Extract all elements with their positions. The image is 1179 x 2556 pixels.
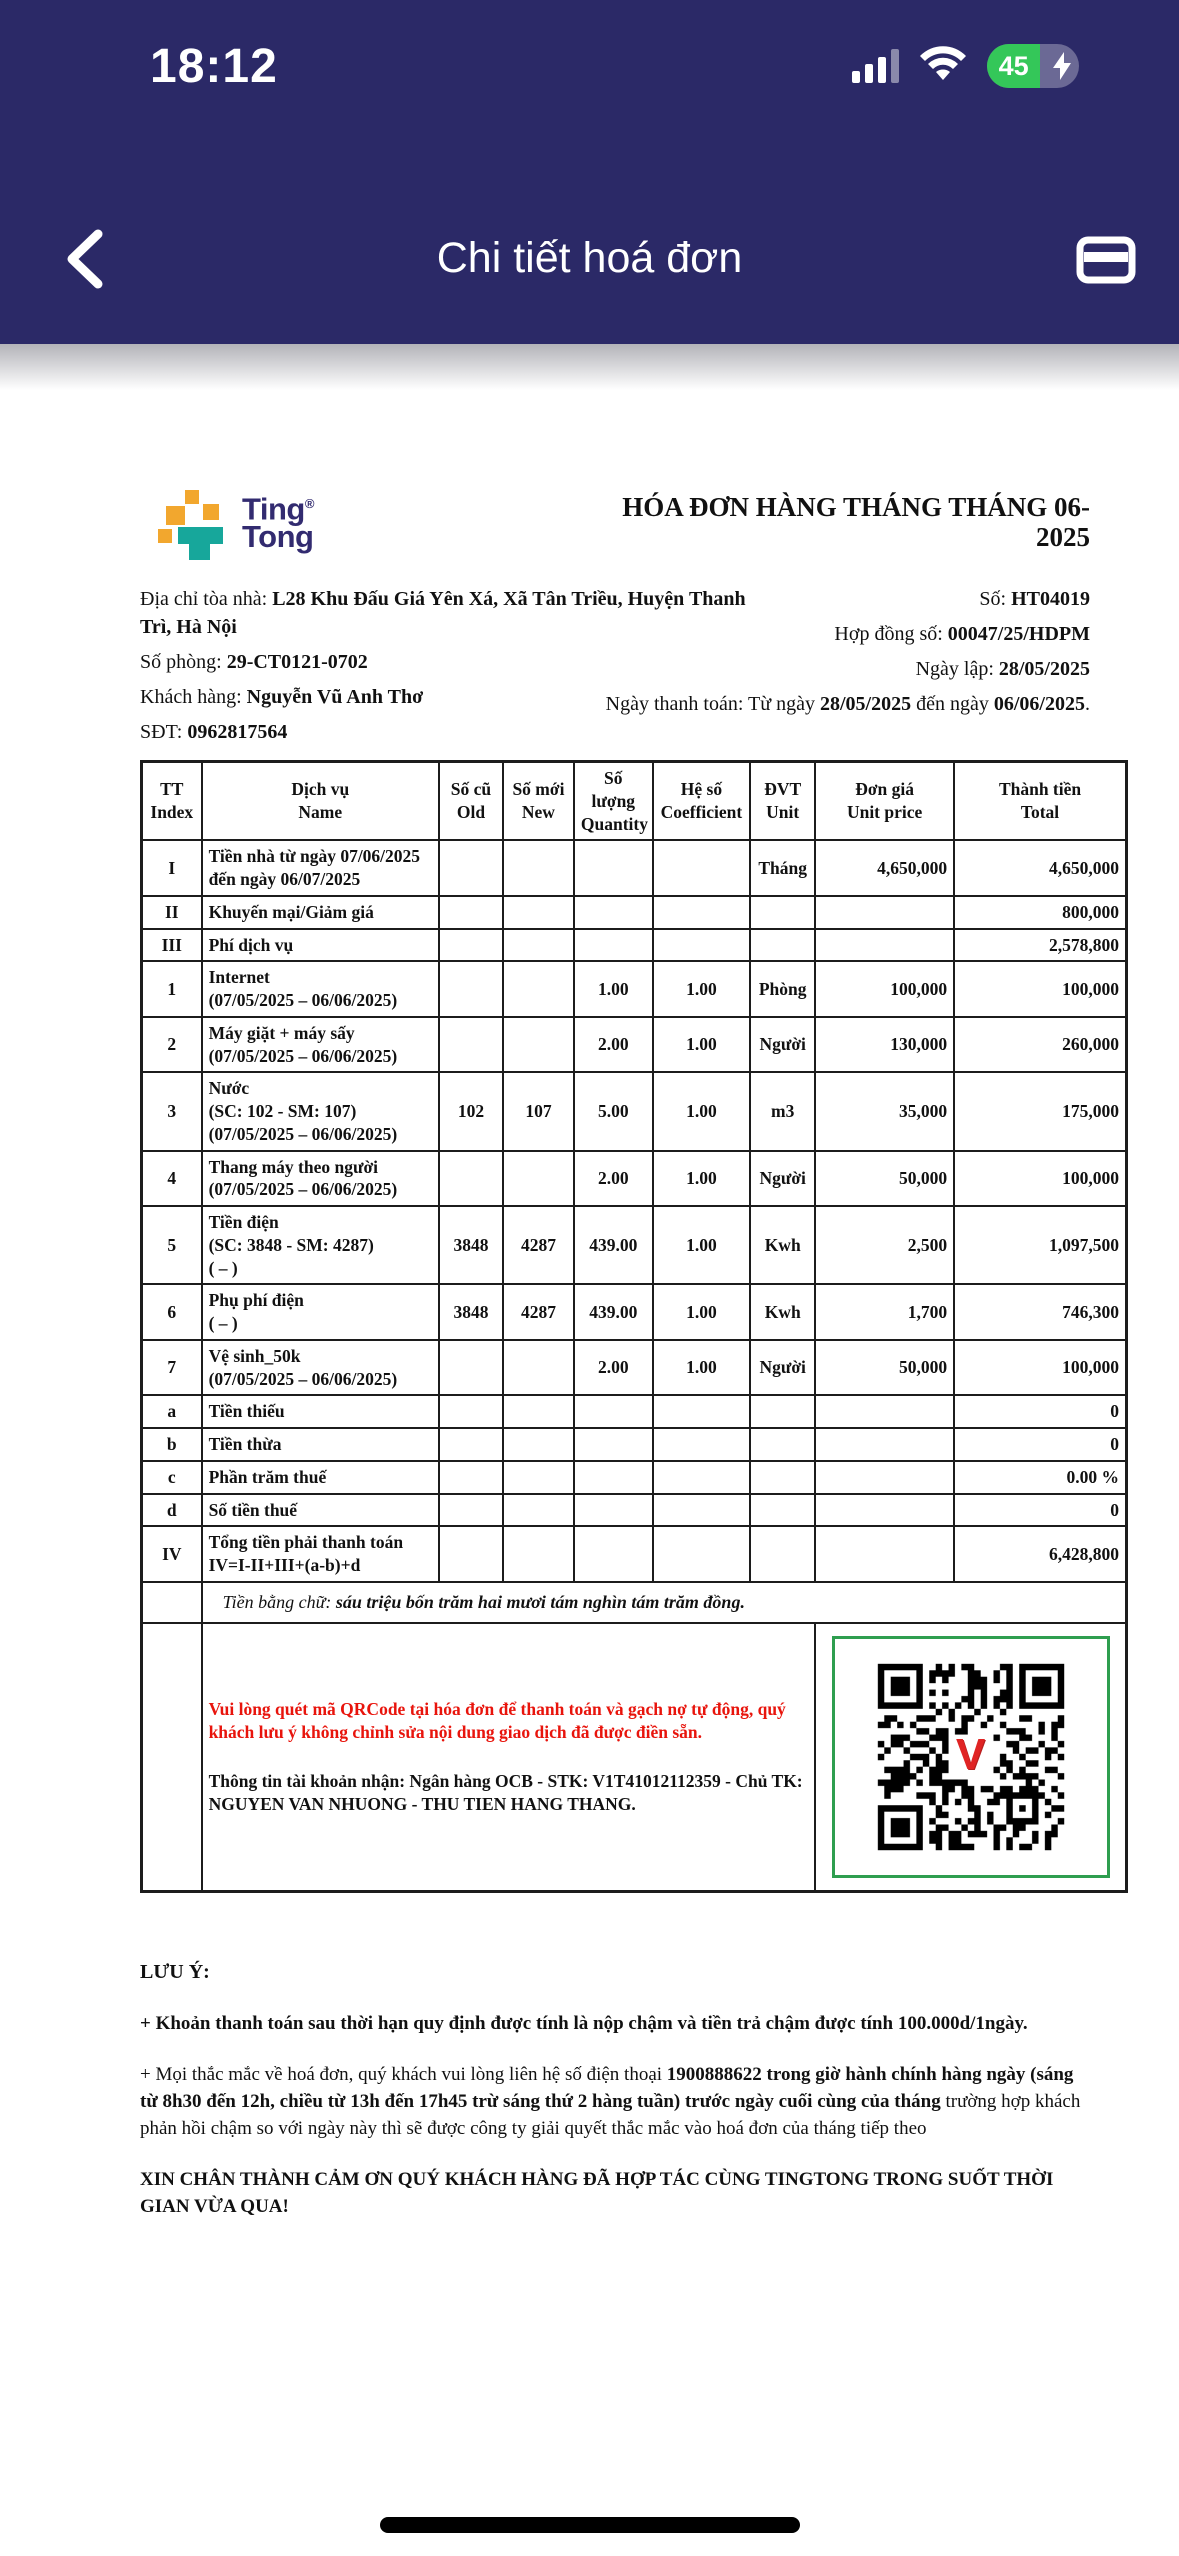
qr-payment-row (142, 1623, 1127, 1891)
cellular-signal-icon (852, 49, 899, 83)
table-row: II Khuyến mại/Giảm giá 800,000 (142, 896, 1127, 929)
column-header: Số lượng Quantity (574, 762, 653, 841)
bank-account-text: Thông tin tài khoản nhận: Ngân hàng OCB - STK: V1T41012112359 - Chủ TK: NGUYEN VAN NHUONG - THU TIEN HANG THANG. (208, 1770, 803, 1814)
back-button[interactable] (62, 228, 106, 295)
column-header: TT Index (142, 762, 202, 841)
qr-code-frame (832, 1636, 1110, 1878)
table-row: 4 Thang máy theo người (07/05/2025 – 06/06/2025) 2.00 1.00 Người 50,000 100,000 (142, 1151, 1127, 1207)
table-row: IV Tổng tiền phải thanh toán IV=I-II+III+(a-b)+d 6,428,800 (142, 1526, 1127, 1582)
room-line: Số phòng: 29-CT0121-0702 (140, 651, 368, 673)
app-header (0, 0, 1179, 344)
phone-line: SĐT: 0962817564 (140, 721, 288, 743)
home-indicator[interactable] (380, 2517, 800, 2533)
payment-card-button[interactable] (1075, 231, 1137, 294)
column-header: Số cũ Old (439, 762, 503, 841)
issue-date-line: Ngày lập: 28/05/2025 (915, 658, 1090, 680)
invoice-table (140, 760, 1128, 1893)
tingtong-logo (158, 490, 314, 560)
column-header: ĐVT Unit (750, 762, 815, 841)
qr-center-logo: V (955, 1730, 986, 1780)
battery-fill (987, 44, 1040, 88)
address-line: Địa chỉ tòa nhà: L28 Khu Đấu Giá Yên Xá, Xã Tân Triều, Huyện Thanh Trì, Hà Nội (140, 588, 746, 638)
tingtong-logo-icon (158, 490, 226, 560)
charging-bolt-icon (1051, 51, 1073, 86)
invoice-info-right (490, 585, 1090, 725)
header-shadow (0, 344, 1179, 390)
column-header: Hệ số Coefficient (653, 762, 751, 841)
table-row: I Tiền nhà từ ngày 07/06/2025 đến ngày 06/07/2025 Tháng 4,650,000 4,650,000 (142, 840, 1127, 896)
customer-line: Khách hàng: Nguyễn Vũ Anh Thơ (140, 686, 424, 708)
table-row: 7 Vệ sinh_50k (07/05/2025 – 06/06/2025) 2.00 1.00 Người 50,000 100,000 (142, 1340, 1127, 1396)
amount-in-words: Tiền bằng chữ: sáu triệu bốn trăm hai mươi tám nghìn tám trăm đồng. (202, 1582, 1127, 1623)
tingtong-logo-text: Ting® Tong (242, 491, 314, 555)
table-row: b Tiền thừa 0 (142, 1428, 1127, 1461)
table-row: 3 Nước (SC: 102 - SM: 107) (07/05/2025 – 06/06/2025) 102 107 5.00 1.00 m3 35,000 175,000 (142, 1072, 1127, 1150)
table-row: a Tiền thiếu 0 (142, 1395, 1127, 1428)
column-header: Dịch vụ Name (202, 762, 439, 841)
battery-percent: 45 (998, 50, 1029, 81)
table-row: 5 Tiền điện (SC: 3848 - SM: 4287) ( – ) 3848 4287 439.00 1.00 Kwh 2,500 1,097,500 (142, 1206, 1127, 1284)
table-row: d Số tiền thuế 0 (142, 1494, 1127, 1527)
table-row: c Phần trăm thuế 0.00 % (142, 1461, 1127, 1494)
note-late-payment: + Khoản thanh toán sau thời hạn quy định được tính là nộp chậm và tiền trả chậm được tính 100.000d/1ngày. (140, 2012, 1028, 2034)
thank-you-text: XIN CHÂN THÀNH CẢM ƠN QUÝ KHÁCH HÀNG ĐÃ HỢP TÁC CÙNG TINGTONG TRONG SUỐT THỜI GIAN VỪA QUA! (140, 2168, 1054, 2217)
invoice-document[interactable] (0, 344, 1179, 2556)
page-title: Chi tiết hoá đơn (436, 233, 743, 282)
status-time: 18:12 (150, 39, 278, 93)
table-row: 1 Internet (07/05/2025 – 06/06/2025) 1.00 1.00 Phòng 100,000 100,000 (142, 961, 1127, 1017)
column-header: Số mới New (503, 762, 574, 841)
contract-line: Hợp đồng số: 00047/25/HDPM (834, 623, 1090, 645)
table-row: 6 Phụ phí điện ( – ) 3848 4287 439.00 1.00 Kwh 1,700 746,300 (142, 1284, 1127, 1340)
wifi-icon (917, 44, 969, 89)
table-row: 2 Máy giặt + máy sấy (07/05/2025 – 06/06/2025) 2.00 1.00 Người 130,000 260,000 (142, 1017, 1127, 1073)
invoice-title: HÓA ĐƠN HÀNG THÁNG THÁNG 06- 2025 (622, 492, 1090, 552)
column-header: Thành tiền Total (954, 762, 1126, 841)
column-header: Đơn giá Unit price (815, 762, 954, 841)
notes-section (140, 1959, 1092, 2220)
invoice-number-line: Số: HT04019 (979, 588, 1090, 610)
amount-in-words-row (142, 1582, 1127, 1623)
nav-bar (0, 183, 1179, 333)
payment-date-line: Ngày thanh toán: Từ ngày 28/05/2025 đến ngày 06/06/2025. (605, 693, 1090, 715)
status-bar (0, 30, 1179, 102)
battery-indicator (987, 44, 1079, 88)
note-hotline: + Mọi thắc mắc về hoá đơn, quý khách vui lòng liên hệ số điện thoại 1900888622 trong giờ hành chính hàng ngày (sáng từ 8h30 đến 12h, chiều từ 13h đến 17h45 trừ sáng thứ 2 hàng tuần) trước ngày cuối cùng của tháng trường hợp khách phản hồi chậm so với ngày này thì sẽ được công ty giải quyết thắc mắc vào hoá đơn của tháng tiếp theo (140, 2063, 1081, 2139)
qr-warning-text: Vui lòng quét mã QRCode tại hóa đơn để thanh toán và gạch nợ tự động, quý khách lưu ý không chỉnh sửa nội dung giao dịch đã được điền sẵn. (208, 1699, 786, 1743)
table-row: III Phí dịch vụ 2,578,800 (142, 929, 1127, 962)
table-header-row (142, 762, 1127, 841)
notes-heading: LƯU Ý: (140, 1960, 210, 1983)
qr-payment-text (202, 1623, 816, 1891)
